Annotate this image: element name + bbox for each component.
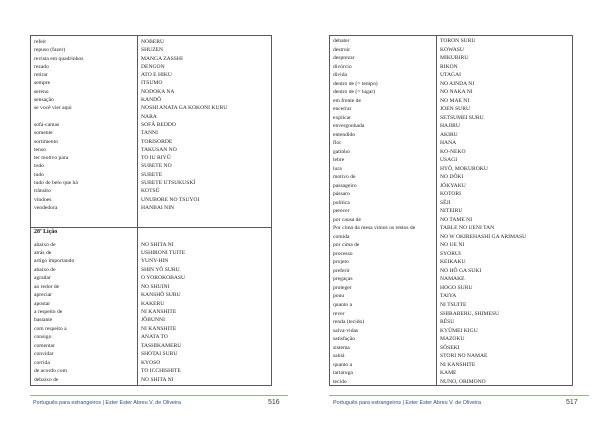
portuguese-term: vendedora <box>34 204 58 211</box>
japanese-column-1 <box>141 38 269 212</box>
portuguese-term: envergonhada <box>333 123 365 130</box>
japanese-term: TAIYA <box>440 293 457 300</box>
section-divider <box>31 227 271 228</box>
portuguese-term: passageiro <box>333 182 357 189</box>
right-page <box>300 0 600 424</box>
japanese-term: KANSHÔ SURU <box>141 292 181 299</box>
portuguese-term: abaixo de <box>34 241 56 248</box>
japanese-term: NO HÔ GA SUKI <box>440 267 482 274</box>
japanese-term: USHIRONI TUITE <box>141 249 186 256</box>
portuguese-term: dentro de (= tempo) <box>333 80 378 87</box>
japanese-term: NO SHITA NI <box>141 241 174 248</box>
portuguese-term: por causa de <box>333 216 361 223</box>
japanese-term: KANDÔ <box>141 97 162 104</box>
japanese-term: NO SHUINI <box>141 283 170 290</box>
japanese-term: UNUBORE NO TSUYOI <box>141 196 200 203</box>
japanese-column-2 <box>141 241 269 384</box>
portuguese-term: tartaruga <box>333 370 353 377</box>
portuguese-term: abaixo de <box>34 266 56 273</box>
japanese-term: KOTSÛ <box>141 188 160 195</box>
japanese-term: KAME <box>440 370 457 377</box>
portuguese-term: convidar <box>34 351 54 358</box>
portuguese-term: destruir <box>333 46 351 53</box>
japanese-term: SHUZEN <box>141 47 164 54</box>
japanese-term: ATO E HIKU <box>141 72 172 79</box>
footer-title: Português para estrangeiros | Ester Ester Abreu V. de Oliveira <box>333 400 482 406</box>
japanese-term: KYÛMEI KIGU <box>440 327 478 334</box>
portuguese-term: tudo <box>34 171 44 178</box>
japanese-term: ITSUMO <box>141 80 163 87</box>
japanese-term: NO TAME NI <box>440 216 473 223</box>
japanese-term: HANA <box>440 140 457 147</box>
portuguese-term: apostar <box>34 300 51 307</box>
japanese-term: TORISORDE <box>141 138 173 145</box>
column-divider <box>436 36 437 385</box>
japanese-term: DENGON <box>141 63 165 70</box>
japanese-term: NI KANSHITE <box>141 309 177 315</box>
japanese-term: NARA <box>141 113 157 120</box>
portuguese-term: sensação <box>34 97 54 104</box>
japanese-term: SÔSEKI <box>440 344 460 351</box>
portuguese-term: quanto a <box>333 301 353 308</box>
portuguese-term: sempre <box>34 80 51 87</box>
portuguese-term: consigo <box>34 334 52 341</box>
japanese-term: NI TSUITE <box>440 301 467 308</box>
portuguese-column-2 <box>34 241 135 384</box>
japanese-term: NO W OKIREHASHI GA ARIMASU <box>440 233 527 240</box>
portuguese-term: divórcio <box>333 63 352 70</box>
portuguese-term: bastante <box>34 317 53 324</box>
portuguese-term: Por cima da mesa vimos os restos de <box>333 225 416 232</box>
footer-rule <box>329 395 589 396</box>
portuguese-term: em frente de <box>333 97 361 104</box>
portuguese-term: motivo de <box>333 174 356 181</box>
japanese-term: TASHIKAMERU <box>141 342 182 349</box>
japanese-term: TO IU RIYÛ <box>141 155 171 162</box>
footer-rule <box>30 395 288 396</box>
portuguese-term: revista em quadrinhos <box>34 55 84 62</box>
portuguese-term: artigo importando <box>34 258 75 265</box>
portuguese-term: refeir <box>34 39 47 45</box>
japanese-term: NAMAKE <box>440 276 465 283</box>
portuguese-term: perecer <box>333 208 350 215</box>
portuguese-term: sistema <box>333 344 350 351</box>
portuguese-term: vindoes <box>34 196 52 203</box>
japanese-term: NODOKA NA <box>141 88 175 95</box>
japanese-term: STORI NO NAMAE <box>440 353 488 360</box>
portuguese-term: flor <box>333 140 342 147</box>
japanese-term: TANNI <box>141 130 158 137</box>
japanese-term: AKIRU <box>440 131 458 138</box>
portuguese-term: agradar <box>34 275 51 282</box>
japanese-term: JOEN SURU <box>440 106 470 113</box>
portuguese-term: corrida <box>34 359 50 366</box>
japanese-column <box>440 37 570 386</box>
japanese-term: MANGA ZASSHI <box>141 55 183 62</box>
japanese-term: SYORUI <box>440 250 461 257</box>
portuguese-term: de acordo com <box>34 368 67 375</box>
portuguese-term: entendido <box>333 131 356 138</box>
japanese-term: KAKERU <box>141 300 165 307</box>
page-number: 516 <box>268 398 280 406</box>
portuguese-term: debaixo de <box>34 376 59 383</box>
portuguese-term: com respeito a <box>34 325 67 332</box>
japanese-term: KOWASU <box>440 46 464 53</box>
portuguese-term: renda (tecido) <box>333 319 365 326</box>
japanese-term: JÔBUNNI <box>141 317 165 324</box>
japanese-term: NOSHI ANATA GA KOKONI KURU <box>141 105 228 112</box>
japanese-term: NO UE NI <box>440 242 465 249</box>
portuguese-term: retirar <box>34 72 48 79</box>
japanese-term: SHIN YÔ SURU <box>141 266 180 273</box>
portuguese-term: repuso (fazer) <box>34 47 66 54</box>
portuguese-term: sofá-camas <box>34 121 60 128</box>
portuguese-term: proteger <box>333 284 352 291</box>
portuguese-term: apreciar <box>34 292 53 299</box>
portuguese-term: sortimento <box>34 138 58 145</box>
japanese-term: USAGI <box>440 157 458 164</box>
japanese-term: NITEIRU <box>440 208 463 215</box>
japanese-term: SETSUMEI SURU <box>440 114 484 121</box>
japanese-term: O YOROKOBASU <box>141 275 186 282</box>
japanese-term: NO AINDA NI <box>440 80 475 87</box>
page-number: 517 <box>566 398 578 406</box>
portuguese-term: rezado <box>34 63 49 70</box>
portuguese-term: somente <box>34 130 53 137</box>
portuguese-term: quanto a <box>333 361 353 368</box>
portuguese-term: todo <box>34 163 44 170</box>
japanese-term: UTAGAI <box>440 72 461 79</box>
japanese-term: SUBETE UTSUKUSKÎ <box>141 180 196 187</box>
portuguese-term: ao redor de <box>34 283 60 290</box>
portuguese-term: salva-vidas <box>333 327 359 334</box>
japanese-term: TAKUSAN NO <box>141 146 177 153</box>
lesson-title: 28ª Lição <box>34 229 58 235</box>
japanese-term: YUNY-HIN <box>141 258 169 265</box>
japanese-term: NI KANSHITE <box>141 325 177 332</box>
japanese-term: SHIRABERU, SHIMESU <box>440 310 500 317</box>
portuguese-term: tudo de belo que há <box>34 180 78 187</box>
japanese-term: SUBETE NO <box>141 163 172 170</box>
japanese-term: SUBETE <box>141 171 163 178</box>
japanese-term: TORON SURU <box>440 38 476 44</box>
portuguese-term: gatinho <box>333 148 350 155</box>
footer-title: Português para estrangeiros | Ester Ester Abreu V. de Oliveira <box>33 400 182 406</box>
japanese-term: NI KANSHITE <box>440 361 476 368</box>
japanese-term: HAJIRU <box>440 123 460 130</box>
japanese-term: ANATA TO <box>141 334 168 341</box>
japanese-term: TABLE NO UENI TAN <box>440 225 495 232</box>
portuguese-term: comida <box>333 233 350 240</box>
portuguese-term: lebre <box>333 157 345 164</box>
portuguese-term: dívida <box>333 72 347 79</box>
portuguese-term: se você vier aqui <box>34 105 72 112</box>
japanese-term: NO DÔKI <box>440 174 464 181</box>
japanese-term: KEIKAKU <box>440 259 466 266</box>
portuguese-term: projeto <box>333 259 349 266</box>
portuguese-term: pregaças <box>333 276 353 283</box>
japanese-term: SHOTAI SURU <box>141 351 178 358</box>
portuguese-term: lura <box>333 165 342 172</box>
japanese-term: KOTORI <box>440 191 462 198</box>
portuguese-term: a respeito de <box>34 309 63 315</box>
column-divider <box>137 36 138 385</box>
portuguese-term: trânsito <box>34 188 51 195</box>
vocabulary-table-right <box>329 35 573 386</box>
portuguese-term: encerrar <box>333 106 352 113</box>
japanese-term: NO MAE NI <box>440 97 470 104</box>
portuguese-term <box>34 113 135 121</box>
japanese-term: KO-NEKO <box>440 148 466 155</box>
japanese-term: MIKUBIRU <box>440 55 469 62</box>
portuguese-column <box>333 37 434 386</box>
japanese-term: MAZOKU <box>440 336 465 343</box>
japanese-term: HOGO SURU <box>440 284 473 291</box>
japanese-term: HYÔ, MOKUROKU <box>440 165 488 172</box>
japanese-term: SÊJI <box>440 199 451 206</box>
japanese-term: RÊSU <box>440 319 455 326</box>
portuguese-term: pouu <box>333 293 345 300</box>
portuguese-term: preferir <box>333 267 350 274</box>
japanese-term: SOFÂ BEDDO <box>141 121 176 128</box>
portuguese-term: sereno <box>34 88 49 95</box>
japanese-term: JÔKYAKU <box>440 182 466 189</box>
portuguese-term: rever <box>333 310 345 317</box>
portuguese-term: política <box>333 199 350 206</box>
portuguese-term: satisfação <box>333 336 356 343</box>
portuguese-term: por cima de <box>333 242 360 249</box>
portuguese-term: ter motivo para <box>34 155 69 162</box>
vocabulary-table-left <box>30 35 272 386</box>
portuguese-term: pássaro <box>333 191 350 198</box>
portuguese-term: tenso <box>34 146 46 153</box>
portuguese-term: tecido <box>333 378 347 385</box>
portuguese-term: debater <box>333 38 350 44</box>
japanese-term: KYOSO <box>141 359 161 366</box>
japanese-term: HANBAI NIN <box>141 204 175 211</box>
portuguese-term: comentar <box>34 342 55 349</box>
portuguese-term: atrás de <box>34 249 52 256</box>
japanese-term: NOBERU <box>141 39 164 45</box>
portuguese-term: sabiá <box>333 353 345 360</box>
portuguese-term: dentro de (= lugar) <box>333 89 376 96</box>
japanese-term: NUNO, ORIMONO <box>440 378 486 385</box>
japanese-term: TO ICCHISHITE <box>141 368 181 375</box>
japanese-term: NO SHITA NI <box>141 376 174 383</box>
japanese-term: RIKON <box>440 63 458 70</box>
portuguese-term: explicar <box>333 114 352 121</box>
portuguese-term: processo <box>333 250 353 257</box>
japanese-term: NO NAKA NI <box>440 89 473 96</box>
portuguese-column-1 <box>34 38 135 212</box>
portuguese-term: desprezar <box>333 55 355 62</box>
